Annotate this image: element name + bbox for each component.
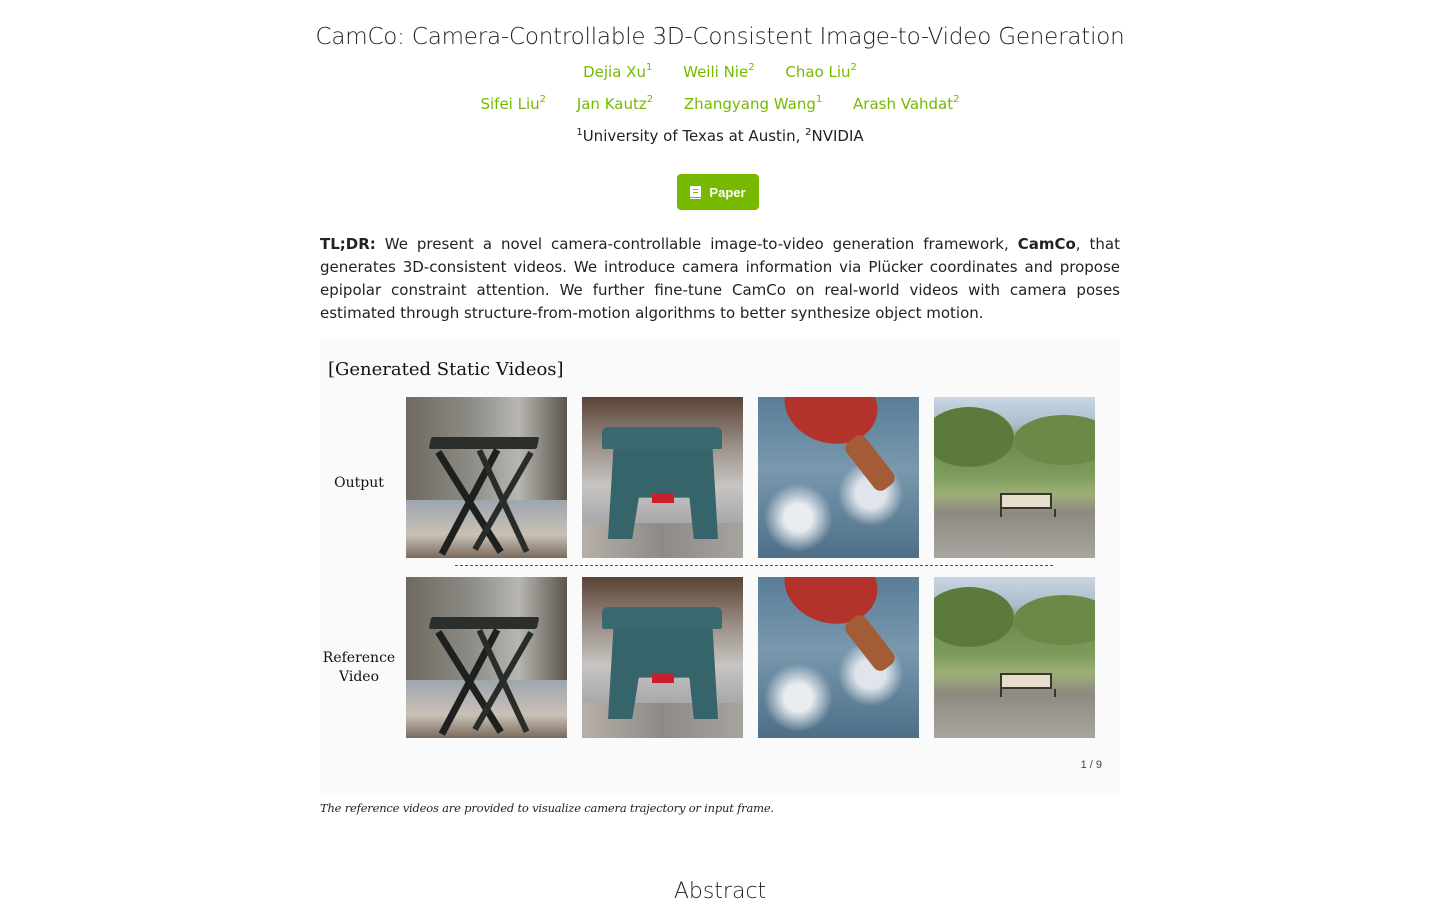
row-label-reference: Reference Video xyxy=(322,650,396,685)
reference-video-folding-chair[interactable] xyxy=(406,577,567,738)
author-link-jan-kautz[interactable]: Jan Kautz$^2$ xyxy=(576,94,654,113)
reference-video-blue-stool[interactable] xyxy=(582,577,743,738)
paper-button-label: Paper xyxy=(709,184,746,200)
affiliations: $^1$University of Texas at Austin, $^2$NVIDIA xyxy=(576,127,864,145)
abstract-heading: Abstract xyxy=(673,879,767,900)
author-link-arash-vahdat[interactable]: Arash Vahdat$^2$ xyxy=(853,94,960,113)
reference-video-park-bench[interactable] xyxy=(934,577,1095,738)
output-video-ping-pong-paddle[interactable] xyxy=(758,397,919,558)
figure-caption: The reference videos are provided to visualize camera trajectory or input frame. xyxy=(320,801,774,815)
reference-video-ping-pong-paddle[interactable] xyxy=(758,577,919,738)
author-link-weili-nie[interactable]: Weili Nie$^2$ xyxy=(683,62,755,81)
row-divider xyxy=(455,565,1053,566)
output-video-park-bench[interactable] xyxy=(934,397,1095,558)
page-title: CamCo: Camera-Controllable 3D-Consistent Image-to-Video Generation xyxy=(315,24,1125,50)
carousel-pager: 1 / 9 xyxy=(1080,759,1102,771)
book-icon xyxy=(690,186,701,199)
author-link-sifei-liu[interactable]: Sifei Liu$^2$ xyxy=(480,94,547,113)
authors-row-1 xyxy=(0,63,1440,81)
tldr-paragraph: TL;DR: We present a novel camera-controllable image-to-video generation framework, CamCo, that generates 3D-consistent videos. We introduce camera information via Plücker coordinates and propose epipolar constraint attention. We further fine-tune CamCo on real-world videos with camera poses estimated through structure-from-motion algorithms to better synthesize object motion. xyxy=(320,235,1120,322)
author-link-dejia-xu[interactable]: Dejia Xu$^1$ xyxy=(583,62,653,81)
row-label-output: Output xyxy=(334,475,384,491)
output-video-folding-chair[interactable] xyxy=(406,397,567,558)
output-video-blue-stool[interactable] xyxy=(582,397,743,558)
results-carousel[interactable] xyxy=(320,337,1120,793)
authors-row-2 xyxy=(0,95,1440,113)
author-link-chao-liu[interactable]: Chao Liu$^2$ xyxy=(785,62,857,81)
paper-button[interactable] xyxy=(677,174,759,210)
author-link-zhangyang-wang[interactable]: Zhangyang Wang$^1$ xyxy=(683,94,823,113)
figure-heading: [Generated Static Videos] xyxy=(328,359,564,380)
